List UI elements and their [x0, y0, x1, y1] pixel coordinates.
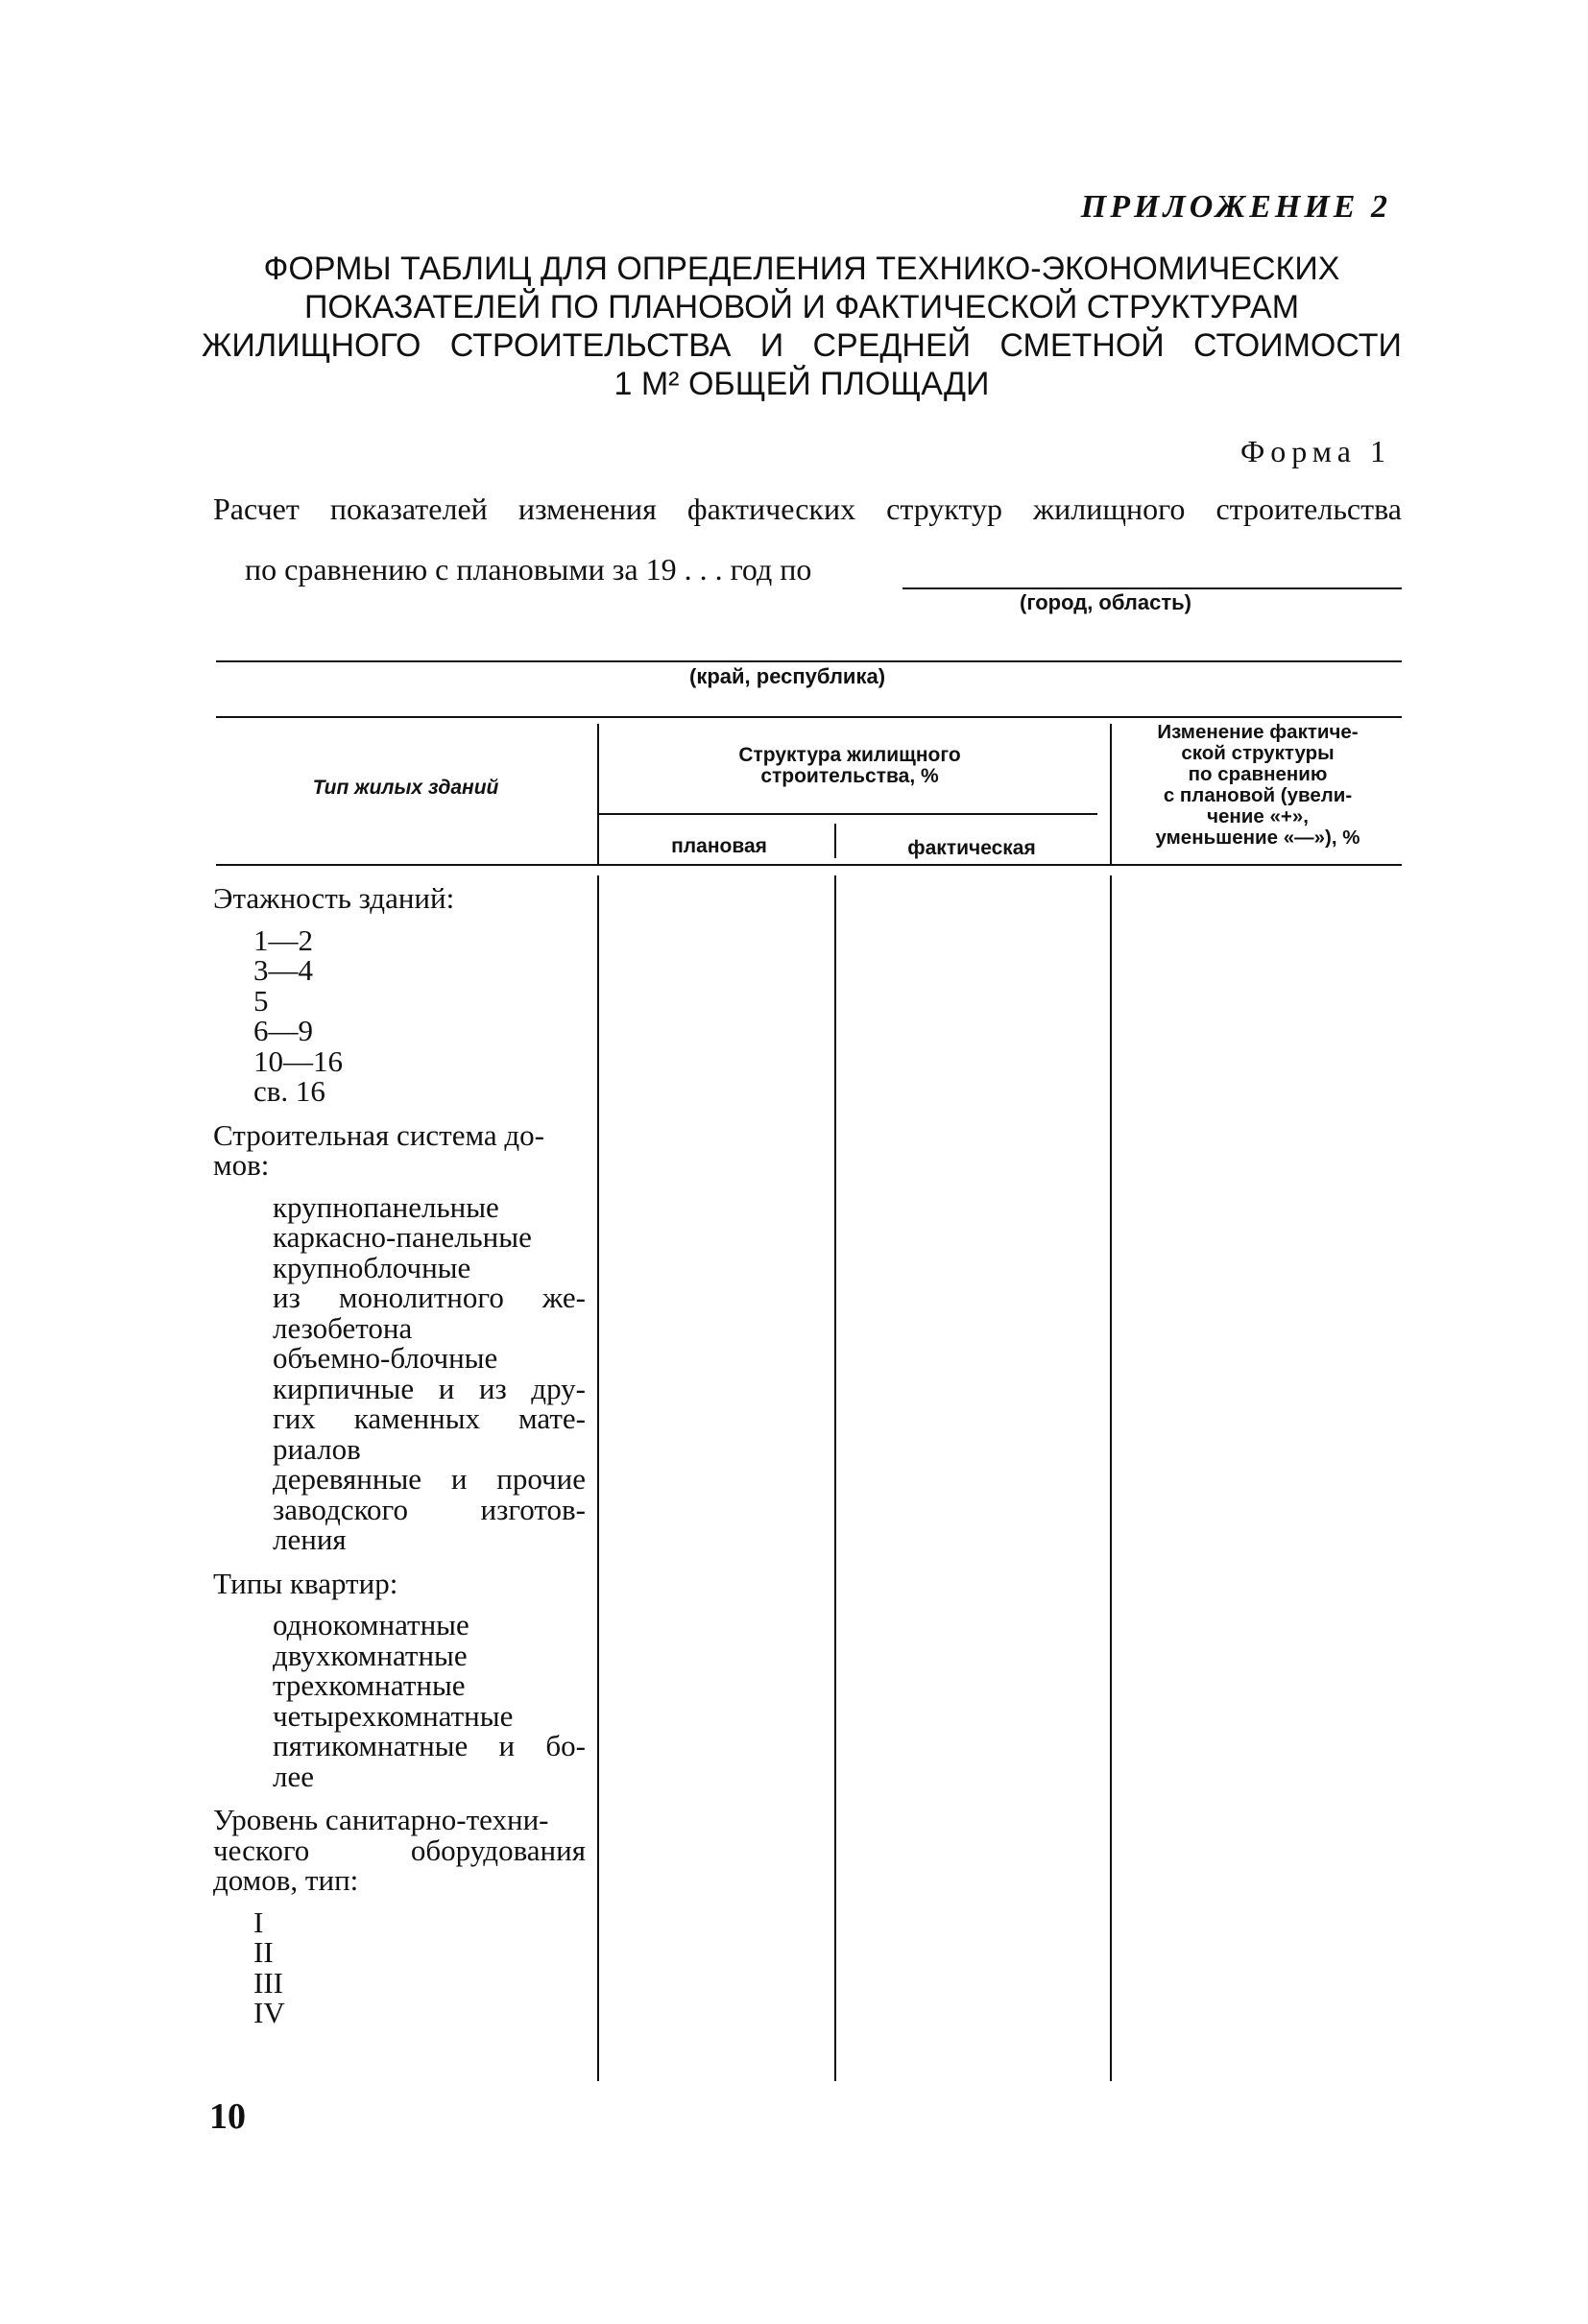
group-title-line: домов, тип:	[213, 1863, 359, 1897]
list-item: трехкомнатные	[273, 1668, 466, 1702]
caption-city: (город, область)	[1020, 590, 1191, 614]
caption-region: (край, республика)	[689, 664, 886, 688]
list-item: св. 16	[253, 1074, 325, 1108]
list-item: заводского изготов-	[273, 1492, 586, 1526]
list-item: 5	[253, 983, 269, 1018]
appendix-label: ПРИЛОЖЕНИЕ 2	[1080, 189, 1391, 225]
list-item: гих каменных мате-	[273, 1402, 586, 1435]
list-item: двухкомнатные	[273, 1638, 468, 1672]
group-title	[213, 1805, 586, 1896]
group-title-line: мов:	[213, 1148, 270, 1182]
table-column-divider	[597, 724, 599, 864]
page-number: 10	[209, 2096, 246, 2137]
header-change	[1114, 722, 1402, 849]
header-text: ской структуры	[1181, 742, 1335, 764]
title-line: ЖИЛИЩНОГО СТРОИТЕЛЬСТВА И СРЕДНЕЙ СМЕТНОЙ СТОИМОСТИ	[202, 327, 1402, 364]
table-body-divider	[1110, 875, 1112, 2081]
group-apartment-types	[213, 1566, 586, 1793]
table-top-rule	[216, 716, 1402, 718]
table-row-labels	[213, 883, 586, 2028]
table-body-divider	[834, 875, 836, 2081]
list-item: 3—4	[253, 953, 313, 987]
list-item: кирпичные и из дру-	[273, 1371, 586, 1405]
blank-city-line	[902, 587, 1402, 589]
header-text: строительства, %	[760, 765, 939, 787]
form-label: Форма 1	[1239, 434, 1391, 468]
list-item: 10—16	[253, 1043, 343, 1078]
header-planned: плановая	[671, 835, 767, 857]
list-item: однокомнатные	[273, 1608, 469, 1641]
table-column-divider	[1110, 724, 1112, 864]
list-item: пятикомнатные и бо-	[273, 1729, 586, 1762]
group-title-line: Уровень санитарно-техни-	[213, 1803, 549, 1836]
list-item: лее	[273, 1759, 314, 1793]
group-sanitary-level	[213, 1805, 586, 2028]
table-column-divider	[834, 824, 836, 858]
page-title	[202, 250, 1402, 403]
title-line: 1 М² ОБЩЕЙ ПЛОЩАДИ	[614, 366, 990, 402]
group-title	[213, 1117, 586, 1182]
list-item: лезобетона	[273, 1310, 413, 1345]
title-line: ФОРМЫ ТАБЛИЦ ДЛЯ ОПРЕДЕЛЕНИЯ ТЕХНИКО-ЭКОНОМИЧЕСКИХ	[263, 251, 1340, 287]
group-title-line: ческого оборудования	[213, 1833, 586, 1867]
list-item: каркасно-панельные	[273, 1220, 532, 1254]
list-item: крупноблочные	[273, 1250, 471, 1284]
list-item: 6—9	[253, 1014, 313, 1047]
list-item: IV	[253, 1996, 285, 2029]
title-line: ПОКАЗАТЕЛЕЙ ПО ПЛАНОВОЙ И ФАКТИЧЕСКОЙ СТРУКТУРАМ	[303, 289, 1300, 325]
header-building-type: Тип жилых зданий	[312, 777, 499, 799]
table-body-divider	[597, 875, 599, 2081]
group-title-line: Строительная система до-	[213, 1117, 544, 1152]
list-item: деревянные и прочие	[273, 1462, 586, 1496]
group-floors	[213, 883, 586, 1107]
header-text: Структура жилищного	[738, 744, 961, 766]
group-building-system	[213, 1117, 586, 1556]
group-title: Этажность зданий:	[213, 881, 455, 915]
group-title: Типы квартир:	[213, 1566, 398, 1600]
list-item: ления	[273, 1522, 347, 1556]
table-header-bottom-rule	[216, 864, 1402, 866]
list-item: III	[253, 1965, 283, 2000]
table-subheader-rule	[598, 813, 1097, 815]
header-structure	[605, 745, 1095, 787]
header-text: с плановой (увели-	[1163, 784, 1353, 806]
list-item: из монолитного же-	[273, 1281, 586, 1314]
header-text: уменьшение «—»), %	[1155, 827, 1360, 849]
header-text: по сравнению	[1188, 763, 1328, 785]
blank-region-line	[216, 660, 1402, 662]
list-item: четырехкомнатные	[273, 1698, 514, 1733]
header-actual: фактическая	[907, 837, 1036, 859]
list-item: объемно-блочные	[273, 1341, 498, 1375]
header-text: Изменение фактиче-	[1157, 721, 1359, 743]
header-text: чение «+»,	[1207, 805, 1309, 827]
list-item: II	[253, 1935, 274, 1969]
comparison-line: по сравнению с плановыми за 19 . . . год по	[245, 552, 812, 587]
list-item: I	[253, 1905, 264, 1939]
calculation-heading: Расчет показателей изменения фактических структур жилищного строительства	[213, 491, 1402, 526]
list-item: крупнопанельные	[273, 1189, 499, 1224]
list-item: риалов	[273, 1431, 361, 1466]
list-item: 1—2	[253, 922, 313, 957]
